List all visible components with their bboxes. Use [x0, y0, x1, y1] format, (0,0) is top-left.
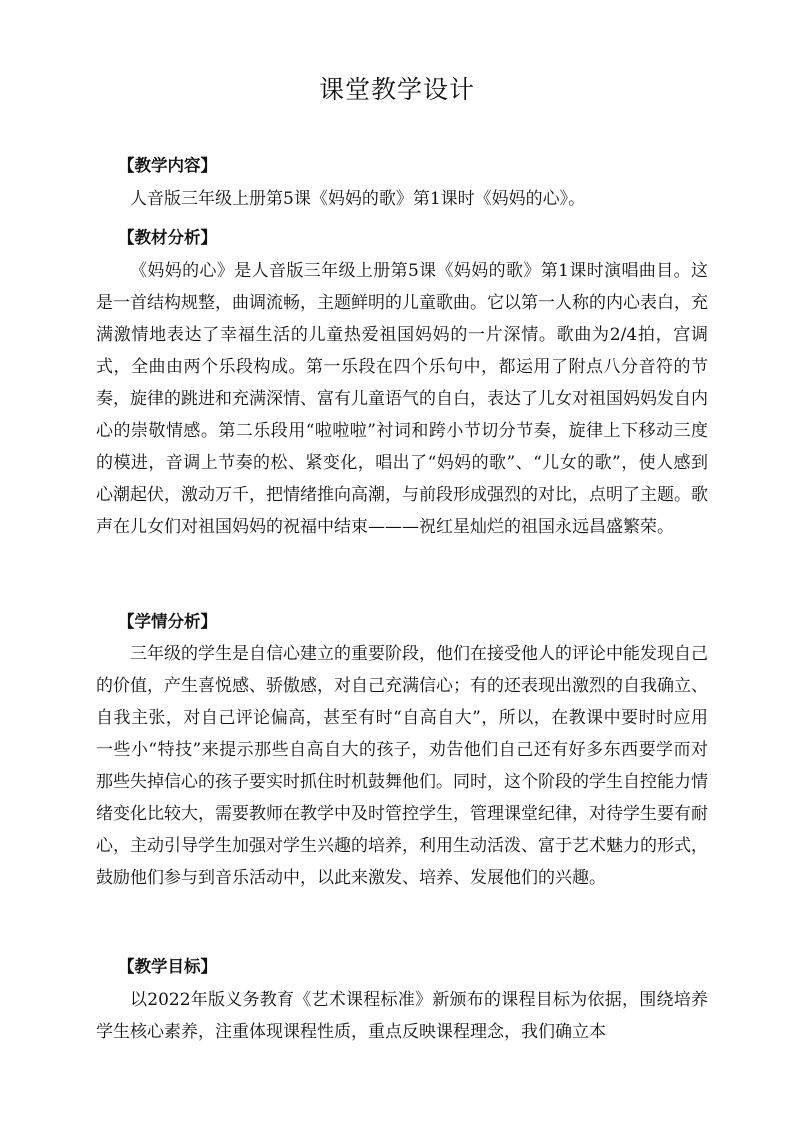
- heading-teaching-content: 【教学内容】: [118, 156, 217, 175]
- paragraph-student-analysis: 三年级的学生是自信心建立的重要阶段，他们在接受他人的评论中能发现自己的价值，产生喜悦感、骄傲感，对自己充满信心；有的还表现出激烈的自我确立、自我主张，对自己评论偏高，甚至有时“自高自大”，所以，在教课中要时时应用一些小“特技”来提示那些自高自大的孩子，劝告他们自己还有好多东西要学而对那些失掉信心的孩子要实时抓住时机鼓舞他们。同时，这个阶段的学生自控能力情绪变化比较大，需要教师在教学中及时管控学生，管理课堂纪律，对待学生要有耐心，主动引导学生加强对学生兴趣的培养，利用生动活泼、富于艺术魅力的形式，鼓励他们参与到音乐活动中，以此来激发、培养、发展他们的兴趣。: [96, 644, 708, 888]
- document-title: 课堂教学设计: [318, 75, 475, 104]
- paragraph-teaching-content: 人音版三年级上册第5课《妈妈的歌》第1课时《妈妈的心》。: [130, 189, 586, 209]
- heading-teaching-goals: 【教学目标】: [118, 957, 217, 976]
- heading-student-analysis: 【学情分析】: [118, 612, 217, 631]
- paragraph-material-analysis: 《妈妈的心》是人音版三年级上册第5课《妈妈的歌》第1课时演唱曲目。这是一首结构规整，曲调流畅，主题鲜明的儿童歌曲。它以第一人称的内心表白，充满激情地表达了幸福生活的儿童热爱祖国妈妈的一片深情。歌曲为2/4拍，宫调式，全曲由两个乐段构成。第一乐段在四个乐句中，都运用了附点八分音符的节奏，旋律的跳进和充满深情、富有儿童语气的自白，表达了儿女对祖国妈妈发自内心的崇敬情感。第二乐段用“啦啦啦”衬词和跨小节切分节奏，旋律上下移动三度的模进，音调上节奏的松、紧变化，唱出了“妈妈的歌”、“儿女的歌”，使人感到心潮起伏，激动万千，把情绪推向高潮，与前段形成强烈的对比，点明了主题。歌声在儿女们对祖国妈妈的祝福中结束———祝红星灿烂的祖国永远昌盛繁荣。: [96, 261, 708, 537]
- heading-material-analysis: 【教材分析】: [118, 228, 217, 247]
- paragraph-teaching-goals: 以2022年版义务教育《艺术课程标准》新颁布的课程目标为依据，围绕培养学生核心素养，注重体现课程性质，重点反映课程理念，我们确立本: [96, 990, 708, 1042]
